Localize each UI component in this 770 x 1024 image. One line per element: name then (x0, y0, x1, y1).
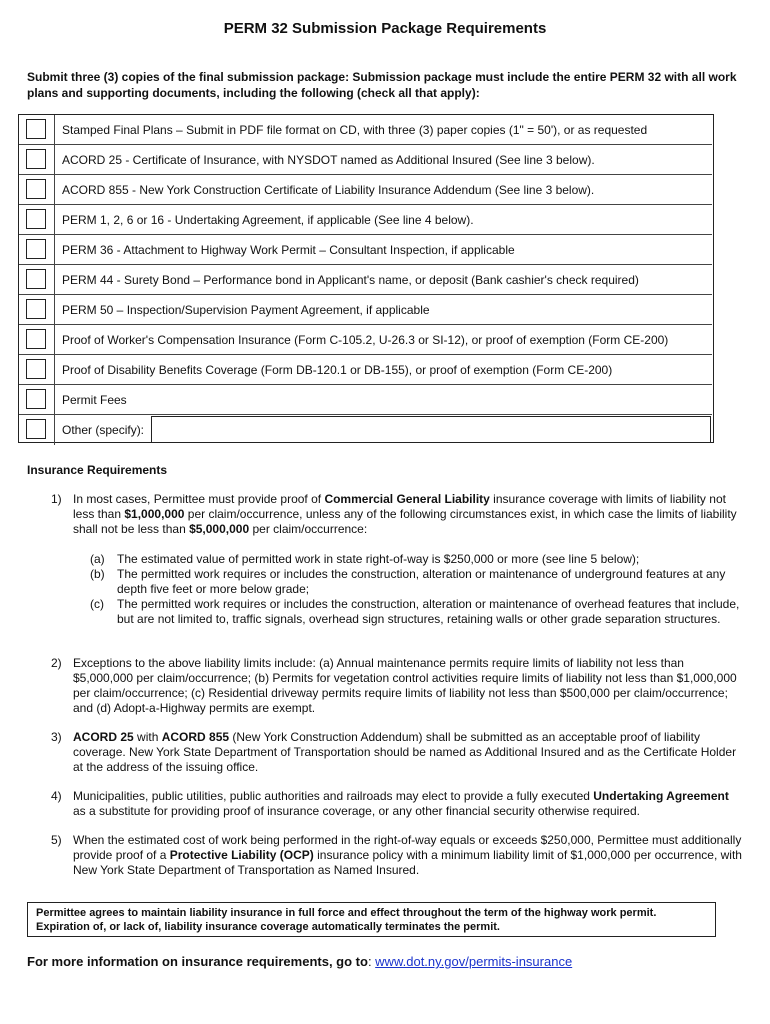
requirement-number: 1) (51, 492, 62, 506)
liability-notice-box (27, 902, 716, 937)
checkbox-final-plans[interactable] (26, 119, 46, 139)
checkbox-perm-50[interactable] (26, 299, 46, 319)
requirement-text: In most cases, Permittee must provide proof of Commercial General Liability insurance coverage with limits of liability not less than $1,000,000 per claim/occurrence, unless any of the following circumstances exist, in which case the limits of liability shall not be less than $5,000,000 per claim/occurrence: (73, 492, 737, 536)
checklist-row-workers-comp (19, 325, 712, 355)
checklist-label: Stamped Final Plans – Submit in PDF file format on CD, with three (3) paper copies (1" = 50'), or as requested (62, 123, 648, 137)
checklist-row-perm-44 (19, 265, 712, 295)
requirement-text: Municipalities, public utilities, public authorities and railroads may elect to provide a fully executed Undertaking Agreement as a substitute for providing proof of insurance coverage, or any other financial security otherwise required. (73, 789, 729, 818)
submission-checklist (18, 114, 714, 443)
checklist-label: Other (specify): (62, 423, 145, 437)
checkbox-perm-36[interactable] (26, 239, 46, 259)
checkbox-disability[interactable] (26, 359, 46, 379)
more-info-label: For more information on insurance requirements, go to (27, 954, 368, 969)
checklist-label: PERM 1, 2, 6 or 16 - Undertaking Agreement, if applicable (See line 4 below). (62, 213, 474, 227)
checklist-row-perm-50 (19, 295, 712, 325)
requirement-number: 2) (51, 656, 62, 670)
checklist-row-acord-25 (19, 145, 712, 175)
insurance-info-link[interactable]: www.dot.ny.gov/permits-insurance (375, 954, 573, 969)
submission-instructions: Submit three (3) copies of the final submission package: Submission package must include the entire PERM 32 with all work plans and supporting documents, including the following (check all that apply): (27, 70, 737, 100)
checklist-label: Proof of Worker's Compensation Insurance (Form C-105.2, U-26.3 or SI-12), or proof of exemption (Form CE-200) (62, 333, 669, 347)
checklist-row-undertaking (19, 205, 712, 235)
checklist-label: Proof of Disability Benefits Coverage (Form DB-120.1 or DB-155), or proof of exemption (Form CE-200) (62, 363, 613, 377)
checklist-label: ACORD 855 - New York Construction Certificate of Liability Insurance Addendum (See line 3 below). (62, 183, 595, 197)
checklist-row-disability (19, 355, 712, 385)
requirement-number: 4) (51, 789, 62, 803)
checklist-label: PERM 50 – Inspection/Supervision Payment Agreement, if applicable (62, 303, 430, 317)
more-info-line: For more information on insurance requirements, go to: www.dot.ny.gov/permits-insurance (27, 954, 573, 969)
requirement-number: 3) (51, 730, 62, 744)
checkbox-acord-855[interactable] (26, 179, 46, 199)
checklist-row-final-plans (19, 115, 712, 145)
checkbox-other[interactable] (26, 419, 46, 439)
checklist-row-perm-36 (19, 235, 712, 265)
checkbox-undertaking[interactable] (26, 209, 46, 229)
requirement-text: ACORD 25 with ACORD 855 (New York Construction Addendum) shall be submitted as an acceptable proof of liability coverage. New York State Department of Transportation should be named as Additional Insured and as the Certificate Holder at the address of the issuing office. (73, 730, 737, 774)
checkbox-perm-44[interactable] (26, 269, 46, 289)
notice-line-1: Permittee agrees to maintain liability insurance in full force and effect throughout the term of the highway work permit. (36, 907, 657, 919)
checkbox-workers-comp[interactable] (26, 329, 46, 349)
checklist-row-acord-855 (19, 175, 712, 205)
checklist-label: PERM 44 - Surety Bond – Performance bond in Applicant's name, or deposit (Bank cashier's check required) (62, 273, 639, 287)
page-title: PERM 32 Submission Package Requirements (223, 20, 547, 37)
other-specify-field[interactable] (151, 416, 711, 443)
notice-line-2: Expiration of, or lack of, liability insurance coverage automatically terminates the permit. (36, 921, 500, 933)
checklist-label: ACORD 25 - Certificate of Insurance, with NYSDOT named as Additional Insured (See line 3 below). (62, 153, 595, 167)
checkbox-acord-25[interactable] (26, 149, 46, 169)
checklist-row-permit-fees (19, 385, 712, 415)
checkbox-permit-fees[interactable] (26, 389, 46, 409)
requirement-text: When the estimated cost of work being performed in the right-of-way equals or exceeds $250,000, Permittee must additionally provide proof of a Protective Liability (OCP) insurance policy with a minimum liability limit of $1,000,000 per occurrence, with New York State Department of Transportation as Named Insured. (73, 833, 742, 877)
requirement-number: 5) (51, 833, 62, 847)
checklist-row-other (19, 415, 712, 445)
checklist-label: PERM 36 - Attachment to Highway Work Permit – Consultant Inspection, if applicable (62, 243, 515, 257)
requirement-text: Exceptions to the above liability limits include: (a) Annual maintenance permits require limits of liability not less than $5,000,000 per claim/occurrence; (b) Permits for vegetation control activities require limits of liability not less than $1,000,000 per claim/occurrence; (c) Residential driveway permits require limits of liability not less than $500,000 per claim/occurrence; and (d) Adopt-a-Highway permits are exempt. (73, 656, 737, 715)
insurance-requirements-heading: Insurance Requirements (27, 463, 168, 477)
checklist-label: Permit Fees (62, 393, 127, 407)
